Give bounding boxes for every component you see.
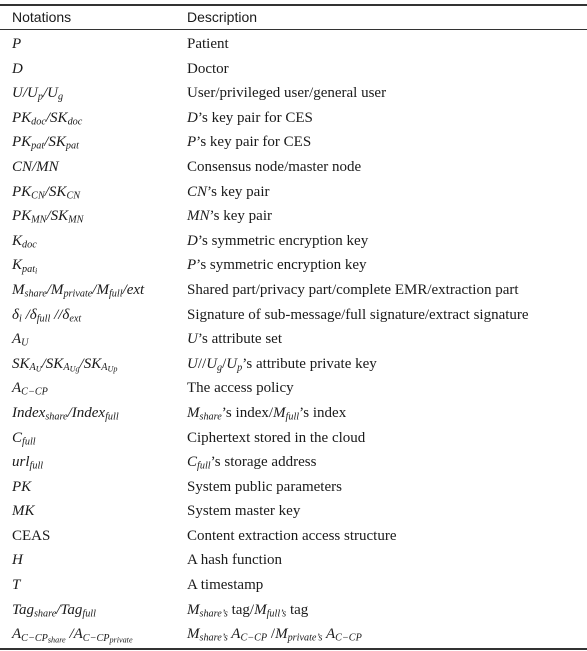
description-cell: $C_{full}’s$ storage address [187, 454, 317, 472]
description-cell: D’s key pair for CES [187, 109, 313, 126]
table-top-rule [0, 4, 587, 6]
notation-cell: MK [12, 503, 35, 520]
description-cell: System public parameters [187, 478, 342, 495]
notation-cell: $A_{C-CP_{share}}$ $/A_{C-CP_{private}}$ [12, 626, 133, 645]
description-cell: User/privileged user/general user [187, 85, 387, 102]
description-cell: D’s symmetric encryption key [187, 232, 369, 249]
description-cell: $M_{share’s}$ tag/$M_{full’s}$ tag [187, 601, 309, 620]
notation-cell: $U/U_p/U_g$ [12, 85, 64, 103]
notation-cell: $PK_{pat}/SK_{pat}$ [12, 134, 79, 152]
description-cell: $U//U_g/U_p’s$ attribute private key [187, 355, 377, 374]
table-row [0, 352, 587, 377]
notation-cell: $A_U$ [12, 331, 29, 349]
table-row [0, 450, 587, 475]
description-cell: P’s symmetric encryption key [187, 257, 367, 274]
description-cell: U’s attribute set [187, 331, 282, 348]
notation-cell: $C_{full}$ [12, 429, 36, 448]
table-row [0, 278, 587, 303]
notation-cell: $SK_{A_U}/SK_{A_{Ug}}/SK_{A_{Up}}$ [12, 355, 118, 374]
notation-cell: P [12, 36, 22, 52]
table-row [0, 573, 587, 598]
notation-cell: Tag$_{share}$/Tag$_{full}$ [12, 601, 96, 620]
notation-cell: $PK_{CN}/SK_{CN}$ [12, 183, 81, 202]
notation-cell: CEAS [12, 527, 51, 544]
description-cell: MN’s key pair [187, 208, 272, 225]
table-row [0, 475, 587, 500]
table-row [0, 524, 587, 549]
notation-cell: $M_{share}/M_{private}/M_{full}$/ext [12, 281, 145, 300]
notation-cell: $A_{C-CP}$ [12, 380, 48, 398]
notation-cell: url$_{full}$ [12, 454, 44, 472]
table-row [0, 32, 587, 57]
table-bottom-rule [0, 648, 587, 650]
description-cell: System master key [187, 503, 301, 520]
notation-cell: Index$_{share}$/Index$_{full}$ [12, 404, 119, 423]
description-cell: Doctor [187, 60, 229, 77]
table-row [0, 204, 587, 229]
notation-cell: H [12, 552, 23, 569]
description-cell: Signature of sub-message/full signature/extract signature [187, 306, 529, 323]
table-row [0, 598, 587, 623]
description-cell: Consensus node/master node [187, 158, 362, 175]
table-row [0, 499, 587, 524]
description-cell: $M_{share’s}$ $A_{C-CP}$ $/M_{private’s}$ $A_{C-CP}$ [187, 626, 362, 644]
table-row [0, 622, 587, 647]
description-cell: P’s key pair for CES [187, 134, 312, 151]
table-row [0, 180, 587, 205]
header-notations: Notations [12, 9, 72, 25]
notation-cell: $PK_{doc}/SK_{doc}$ [12, 109, 83, 128]
table-row [0, 303, 587, 328]
table-header-rule [0, 29, 587, 30]
notation-cell: PK [12, 478, 32, 495]
table-row [0, 401, 587, 426]
table-body [0, 32, 587, 647]
description-cell: $M_{share}’s$ index/$M_{full}’s$ index [187, 404, 347, 423]
description-cell: The access policy [187, 380, 294, 397]
table-row [0, 106, 587, 131]
notation-cell: $K_{pat_i}$ [12, 257, 38, 276]
notation-cell: D [12, 60, 23, 77]
table-row [0, 327, 587, 352]
table-row [0, 81, 587, 106]
table-row [0, 155, 587, 180]
description-cell: Shared part/privacy part/complete EMR/extraction part [187, 281, 519, 298]
description-cell: A timestamp [187, 577, 264, 594]
description-cell: Content extraction access structure [187, 527, 397, 544]
table-row [0, 229, 587, 254]
description-cell: CN’s key pair [187, 183, 270, 200]
table-row [0, 57, 587, 82]
notation-cell: CN/MN [12, 158, 59, 175]
description-cell: A hash function [187, 552, 282, 569]
notation-cell: $K_{doc}$ [12, 232, 37, 251]
description-cell: Patient [187, 36, 229, 52]
header-description: Description [187, 9, 258, 25]
notation-cell: T [12, 577, 21, 594]
table-row [0, 548, 587, 573]
table-row [0, 376, 587, 401]
description-cell: Ciphertext stored in the cloud [187, 429, 366, 446]
table-row [0, 130, 587, 155]
notation-cell: $PK_{MN}/SK_{MN}$ [12, 208, 84, 226]
notation-cell: $\delta_i$ $/\delta_{full}$ $//\delta_{ext}$ [12, 306, 82, 325]
table-row [0, 253, 587, 278]
table-row [0, 426, 587, 451]
